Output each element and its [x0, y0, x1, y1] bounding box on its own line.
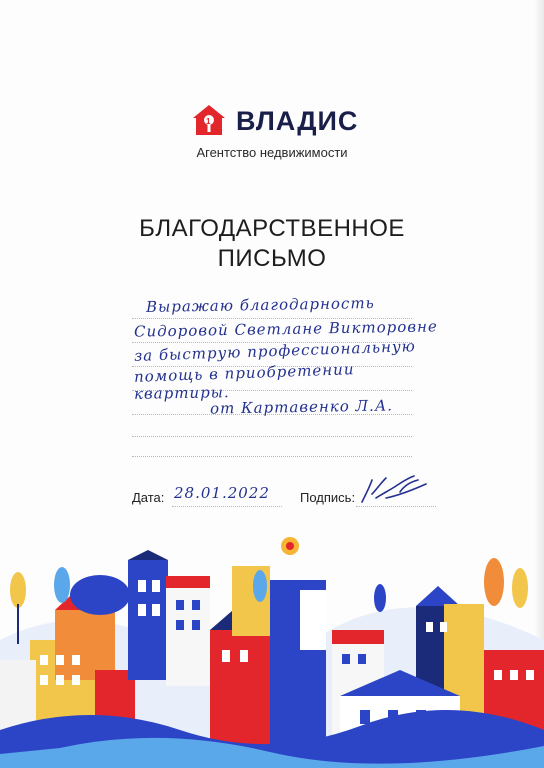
- handwritten-line-2: Сидоровой Светлане Викторовне: [133, 317, 438, 341]
- title-line-2: ПИСЬМО: [217, 245, 327, 272]
- brand-name: ВЛАДИС: [236, 106, 359, 136]
- ruled-line: [132, 436, 412, 437]
- handwritten-line-1: Выражаю благодарность: [145, 294, 375, 316]
- handwritten-line-4: помощь в приобретении: [133, 360, 355, 386]
- date-label: Дата:: [132, 490, 165, 505]
- handwritten-signature: [356, 472, 436, 512]
- city-illustration: [0, 530, 544, 768]
- brand-logo: [192, 103, 362, 137]
- signature-label: Подпись:: [300, 490, 356, 505]
- svg-text:1: 1: [206, 117, 211, 126]
- document-title: [0, 214, 544, 274]
- date-line: [172, 506, 282, 507]
- date-value: 28.01.2022: [174, 484, 270, 502]
- handwritten-line-5: квартиры.: [133, 383, 230, 403]
- title-line-1: БЛАГОДАРСТВЕННОЕ: [139, 215, 405, 242]
- handwritten-signoff: от Картавенко Л.А.: [209, 396, 394, 418]
- house-key-icon: [192, 104, 226, 136]
- ruled-line: [132, 456, 412, 457]
- handwritten-line-3: за быструю профессиональную: [133, 337, 417, 365]
- brand-tagline: Агентство недвижимости: [196, 145, 348, 160]
